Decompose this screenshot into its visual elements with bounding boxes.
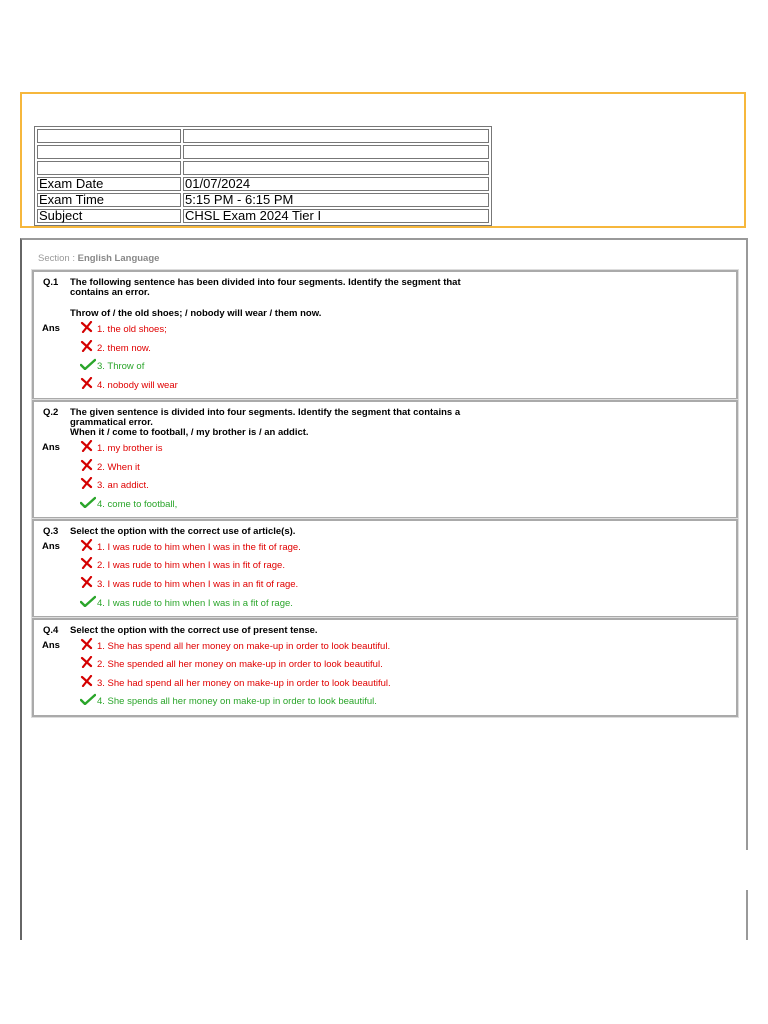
info-row [37, 209, 489, 223]
info-label [37, 145, 181, 159]
question-number: Q.3 [43, 526, 59, 537]
ans-label: Ans [42, 541, 60, 552]
cross-icon [80, 539, 96, 556]
section-prefix: Section : [38, 253, 75, 264]
answer-option [80, 459, 140, 473]
answer-option [80, 321, 167, 335]
answer-option [80, 656, 383, 670]
answer-option [80, 693, 377, 707]
question-text-line: The given sentence is divided into four segments. Identify the segment that contains a [70, 407, 461, 418]
option-text: 4. nobody will wear [97, 380, 178, 392]
cross-icon [80, 656, 96, 673]
question-number: Q.1 [43, 277, 59, 288]
option-text: 1. She has spend all her money on make-up in order to look beautiful. [97, 641, 391, 653]
info-label: Subject [37, 209, 181, 223]
question-text-line: Select the option with the correct use of article(s). [70, 526, 296, 537]
answer-option [80, 675, 391, 689]
cross-icon [80, 340, 96, 357]
question-number: Q.2 [43, 407, 59, 418]
option-text: 2. She spended all her money on make-up in order to look beautiful. [97, 659, 383, 671]
question-number: Q.4 [43, 625, 59, 636]
answer-option [80, 539, 301, 553]
section-name: English Language [77, 253, 160, 264]
info-row [37, 129, 489, 143]
cross-icon [80, 557, 96, 574]
question-text-line: Throw of / the old shoes; / nobody will wear / them now. [70, 308, 322, 319]
info-value [183, 161, 489, 175]
question-block-2 [32, 400, 738, 519]
question-block-3 [32, 519, 738, 618]
info-value [183, 129, 489, 143]
answer-option [80, 340, 151, 354]
info-row [37, 145, 489, 159]
question-text-line: contains an error. [70, 287, 150, 298]
info-row [37, 193, 489, 207]
option-text: 3. I was rude to him when I was in an fit of rage. [97, 579, 299, 591]
option-text: 2. When it [97, 462, 140, 474]
exam-info-table [34, 126, 492, 226]
info-value: CHSL Exam 2024 Tier I [183, 209, 489, 223]
option-text: 4. I was rude to him when I was in a fit of rage. [97, 598, 293, 610]
question-block-1 [32, 270, 738, 400]
ans-label: Ans [42, 323, 60, 334]
check-icon [80, 693, 96, 710]
answer-option [80, 358, 144, 372]
check-icon [80, 595, 96, 612]
cross-icon [80, 459, 96, 476]
cross-icon [80, 477, 96, 494]
ans-label: Ans [42, 442, 60, 453]
option-text: 2. I was rude to him when I was in fit of rage. [97, 560, 285, 572]
question-text-line: grammatical error. [70, 417, 153, 428]
question-text-line: When it / come to football, / my brother is / an addict. [70, 427, 309, 438]
cross-icon [80, 638, 96, 655]
option-text: 4. come to football, [97, 499, 178, 511]
option-text: 1. I was rude to him when I was in the fit of rage. [97, 542, 301, 554]
info-row [37, 177, 489, 191]
cross-icon [80, 675, 96, 692]
answer-option [80, 440, 162, 454]
answer-option [80, 595, 293, 609]
info-label [37, 161, 181, 175]
cross-icon [80, 440, 96, 457]
exam-info-box [20, 92, 746, 228]
answer-option [80, 576, 298, 590]
info-value: 5:15 PM - 6:15 PM [183, 193, 489, 207]
info-value [183, 145, 489, 159]
info-label: Exam Date [37, 177, 181, 191]
ans-label: Ans [42, 640, 60, 651]
border-gap [746, 850, 748, 890]
info-label [37, 129, 181, 143]
option-text: 3. Throw of [97, 361, 145, 373]
option-text: 4. She spends all her money on make-up in order to look beautiful. [97, 696, 377, 708]
option-text: 3. an addict. [97, 480, 149, 492]
question-block-4 [32, 618, 738, 717]
answer-option [80, 477, 149, 491]
answer-option [80, 638, 390, 652]
check-icon [80, 496, 96, 513]
question-text-line: The following sentence has been divided into four segments. Identify the segment that [70, 277, 461, 288]
info-row [37, 161, 489, 175]
option-text: 1. the old shoes; [97, 324, 167, 336]
answer-option [80, 496, 177, 510]
cross-icon [80, 377, 96, 394]
option-text: 3. She had spend all her money on make-up in order to look beautiful. [97, 678, 391, 690]
answer-option [80, 377, 178, 391]
option-text: 1. my brother is [97, 443, 163, 455]
cross-icon [80, 576, 96, 593]
info-value: 01/07/2024 [183, 177, 489, 191]
answer-option [80, 557, 285, 571]
cross-icon [80, 321, 96, 338]
response-sheet [20, 238, 748, 940]
info-label: Exam Time [37, 193, 181, 207]
option-text: 2. them now. [97, 343, 151, 355]
question-text-line: Select the option with the correct use of present tense. [70, 625, 318, 636]
section-title [38, 253, 159, 264]
check-icon [80, 358, 96, 375]
